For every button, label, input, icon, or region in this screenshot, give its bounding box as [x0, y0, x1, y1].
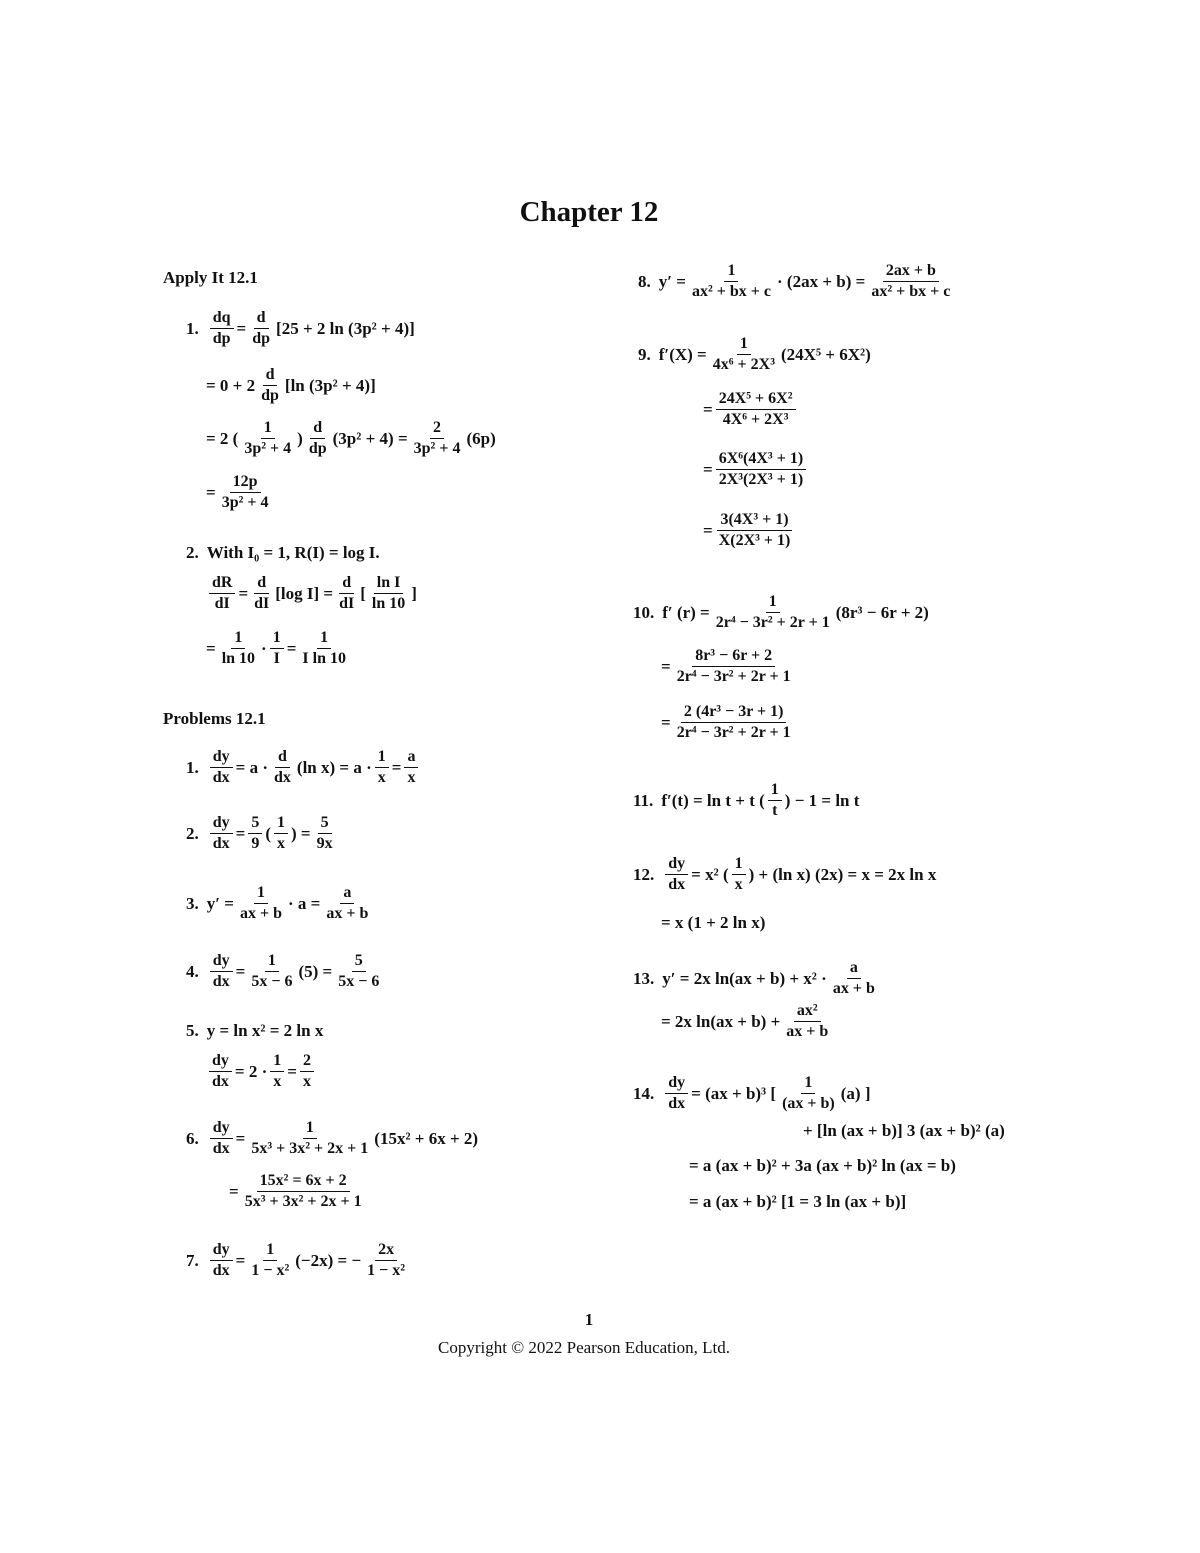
- numerator: 1: [254, 885, 268, 904]
- expression-text: =: [206, 639, 216, 658]
- fraction: [768, 782, 782, 819]
- expression-text: =: [235, 1251, 246, 1270]
- apply-2-line-3: [206, 630, 352, 667]
- expression-text: =: [703, 400, 713, 419]
- denominator: 5x − 6: [338, 973, 380, 990]
- denominator: x: [407, 769, 416, 786]
- fraction: [732, 856, 746, 893]
- expression-text: f′(t) = ln t + t (: [661, 791, 765, 810]
- item-number: 4.: [186, 962, 199, 981]
- denominator: dp: [261, 387, 279, 404]
- fraction: [336, 575, 357, 612]
- problem-9-line-3: [703, 451, 809, 488]
- fraction: [270, 630, 284, 667]
- fraction: [375, 749, 389, 786]
- denominator: (ax + b): [782, 1095, 835, 1112]
- fraction: [274, 815, 288, 852]
- denominator: 2r⁴ − 3r² + 2r + 1: [676, 668, 791, 685]
- numerator: 1: [263, 1242, 277, 1261]
- fraction: [689, 263, 774, 300]
- fraction: [248, 815, 262, 852]
- numerator: dR: [209, 575, 235, 594]
- denominator: ax + b: [786, 1023, 829, 1040]
- expression-text: (24X⁵ + 6X²): [781, 345, 871, 364]
- fraction: [248, 1242, 292, 1279]
- numerator: 24X⁵ + 6X²: [716, 391, 796, 410]
- expression-text: y = ln x² = 2 ln x: [206, 1021, 324, 1040]
- fraction: [271, 749, 294, 786]
- item-number: 6.: [186, 1129, 199, 1148]
- denominator: x: [302, 1073, 311, 1090]
- problem-8: [638, 263, 956, 300]
- numerator: d: [263, 367, 278, 386]
- numerator: 2: [430, 420, 444, 439]
- problem-10-line-2: [661, 648, 797, 685]
- denominator: ax + b: [326, 905, 369, 922]
- numerator: d: [339, 575, 354, 594]
- fraction: [300, 1053, 314, 1090]
- fraction: [364, 1242, 408, 1279]
- expression-text: = a (ax + b)² + 3a (ax + b)² ln (ax = b): [689, 1156, 956, 1175]
- numerator: ln I: [374, 575, 404, 594]
- expression-text: =: [206, 483, 216, 502]
- numerator: 15x² = 6x + 2: [257, 1173, 350, 1192]
- denominator: ln 10: [221, 650, 256, 667]
- expression-text: [ln (3p² + 4)]: [284, 376, 376, 395]
- expression-text: = x² (: [691, 865, 729, 884]
- item-number: 2.: [186, 543, 199, 562]
- denominator: 9: [251, 835, 260, 852]
- numerator: 1: [261, 420, 275, 439]
- expression-text: = 2 (: [206, 429, 239, 448]
- denominator: dx: [274, 769, 291, 786]
- numerator: dy: [210, 749, 233, 768]
- denominator: 5x − 6: [251, 973, 293, 990]
- numerator: dy: [209, 1053, 232, 1072]
- problem-10-line-1: [633, 594, 929, 631]
- fraction: [369, 575, 408, 612]
- problem-5-line-2: [206, 1053, 317, 1090]
- section-heading-problems: Problems 12.1: [163, 709, 266, 728]
- denominator: 4X⁶ + 2X³: [722, 411, 789, 428]
- fraction: [210, 1120, 233, 1157]
- fraction: [258, 367, 282, 404]
- problem-12-line-1: [633, 856, 936, 893]
- denominator: ax + b: [239, 905, 282, 922]
- denominator: ax² + bx + c: [691, 283, 771, 300]
- expression-text: [log I] =: [275, 584, 334, 603]
- fraction: [248, 953, 295, 990]
- fraction: [716, 391, 796, 428]
- problem-6-line-1: [186, 1120, 478, 1157]
- item-number: 2.: [186, 824, 199, 843]
- numerator: 6X⁶(4X³ + 1): [716, 451, 806, 470]
- item-number: 1.: [186, 758, 199, 777]
- numerator: 1: [317, 630, 331, 649]
- page-number: 1: [584, 1310, 594, 1329]
- denominator: X(2X³ + 1): [718, 532, 791, 549]
- numerator: 1: [270, 630, 284, 649]
- problem-13-line-1: [633, 960, 881, 997]
- fraction: [249, 310, 273, 347]
- expression-text: ) + (ln x) (2x) = x = 2x ln x: [748, 865, 937, 884]
- denominator: 9x: [316, 835, 333, 852]
- expression-text: (15x² + 6x + 2): [374, 1129, 479, 1148]
- item-number: 5.: [186, 1021, 199, 1040]
- denominator: dx: [212, 1140, 230, 1157]
- denominator: 4x⁶ + 2X³: [712, 356, 775, 373]
- denominator: 3p² + 4: [413, 440, 461, 457]
- fraction: [830, 960, 878, 997]
- denominator: x: [277, 835, 286, 852]
- fraction: [237, 885, 285, 922]
- numerator: 1: [732, 856, 746, 875]
- numerator: d: [275, 749, 290, 768]
- fraction: [314, 815, 336, 852]
- expression-text: · a =: [287, 894, 321, 913]
- numerator: 8r³ − 6r + 2: [692, 648, 775, 667]
- expression-text: f′(X) =: [658, 345, 707, 364]
- item-number: 3.: [186, 894, 199, 913]
- numerator: 1: [231, 630, 245, 649]
- denominator: dx: [212, 835, 230, 852]
- expression-text: ) − 1 = ln t: [784, 791, 860, 810]
- expression-text: =: [661, 713, 671, 732]
- fraction: [251, 575, 272, 612]
- copyright-notice: Copyright © 2022 Pearson Education, Ltd.: [438, 1338, 730, 1357]
- apply-1-line-2: [206, 367, 376, 404]
- numerator: 2ax + b: [883, 263, 939, 282]
- numerator: 1: [375, 749, 389, 768]
- numerator: 1: [737, 336, 751, 355]
- expression-text: (a) ]: [840, 1084, 871, 1103]
- page-title: Chapter 12: [519, 196, 659, 228]
- fraction: [674, 704, 794, 741]
- fraction: [219, 474, 272, 511]
- denominator: dI: [214, 595, 230, 612]
- numerator: a: [847, 960, 861, 979]
- fraction: [665, 1075, 688, 1112]
- fraction: [210, 749, 233, 786]
- expression-text: (8r³ − 6r + 2): [835, 603, 929, 622]
- section-heading-apply-it: Apply It 12.1: [163, 268, 258, 287]
- denominator: 2r⁴ − 3r² + 2r + 1: [676, 724, 791, 741]
- numerator: 1: [265, 953, 279, 972]
- fraction: [241, 420, 294, 457]
- denominator: dx: [212, 973, 230, 990]
- numerator: 1: [766, 594, 780, 613]
- problem-1: [186, 749, 421, 786]
- expression-text: =: [235, 1129, 246, 1148]
- numerator: dq: [210, 310, 234, 329]
- denominator: x: [734, 876, 743, 893]
- fraction: [323, 885, 371, 922]
- expression-text: =: [287, 1062, 297, 1081]
- fraction: [713, 594, 833, 631]
- fraction: [209, 575, 235, 612]
- denominator: dI: [254, 595, 270, 612]
- numerator: 1: [274, 815, 288, 834]
- fraction: [674, 648, 794, 685]
- expression-text: (3p² + 4) =: [332, 429, 408, 448]
- expression-text: = a (ax + b)² [1 = 3 ln (ax + b)]: [689, 1192, 907, 1211]
- numerator: 5: [318, 815, 332, 834]
- problem-7: [186, 1242, 411, 1279]
- apply-1-line-4: [206, 474, 275, 511]
- numerator: ax²: [794, 1003, 821, 1022]
- numerator: d: [310, 420, 325, 439]
- numerator: 1: [801, 1075, 815, 1094]
- apply-2-line-2: [206, 575, 417, 612]
- denominator: ax + b: [832, 980, 875, 997]
- expression-text: = a ·: [235, 758, 269, 777]
- apply-1-line-1: [186, 310, 415, 347]
- problem-6-line-2: [229, 1173, 368, 1210]
- expression-text: = 2 ·: [234, 1062, 268, 1081]
- problem-14-line-3: [689, 1157, 956, 1174]
- item-number: 7.: [186, 1251, 199, 1270]
- numerator: d: [254, 310, 269, 329]
- denominator: ln 10: [371, 595, 406, 612]
- denominator: 5x³ + 3x² + 2x + 1: [251, 1140, 369, 1157]
- expression-text: · (2ax + b) =: [777, 272, 866, 291]
- numerator: 5: [352, 953, 366, 972]
- fraction: [242, 1173, 365, 1210]
- denominator: 5x³ + 3x² + 2x + 1: [244, 1193, 362, 1210]
- expression-text: = x (1 + 2 ln x): [661, 913, 766, 932]
- problem-10-line-3: [661, 704, 797, 741]
- expression-text: f′ (r) =: [662, 603, 710, 622]
- numerator: 2 (4r³ − 3r + 1): [681, 704, 787, 723]
- numerator: 1: [270, 1053, 284, 1072]
- expression-text: =: [235, 824, 246, 843]
- problem-9-line-2: [703, 391, 799, 428]
- expression-text: ): [297, 429, 303, 448]
- expression-text: (−2x) = −: [295, 1251, 362, 1270]
- problem-14-line-4: [689, 1193, 906, 1210]
- expression-text: =: [238, 584, 249, 603]
- numerator: 3(4X³ + 1): [717, 512, 791, 531]
- fraction: [210, 1242, 233, 1279]
- denominator: I: [273, 650, 280, 667]
- expression-text: =: [235, 962, 246, 981]
- denominator: x: [377, 769, 386, 786]
- expression-text: (5) =: [298, 962, 333, 981]
- numerator: 5: [248, 815, 262, 834]
- denominator: dp: [212, 330, 231, 347]
- expression-text: ) =: [291, 824, 311, 843]
- fraction: [665, 856, 688, 893]
- item-number: 14.: [633, 1084, 655, 1103]
- problem-14-line-1: [633, 1075, 870, 1112]
- expression-text: = 0 + 2: [206, 376, 256, 395]
- item-number: 12.: [633, 865, 655, 884]
- fraction: [210, 310, 234, 347]
- denominator: dx: [212, 1073, 229, 1090]
- denominator: 2X³(2X³ + 1): [718, 471, 804, 488]
- expression-text: y′ =: [206, 894, 234, 913]
- fraction: [868, 263, 953, 300]
- expression-text: (6p): [466, 429, 496, 448]
- item-number: 1.: [186, 319, 199, 338]
- item-number: 8.: [638, 272, 651, 291]
- fraction: [209, 1053, 232, 1090]
- fraction: [716, 451, 806, 488]
- problem-11: [633, 782, 859, 819]
- problem-12-line-2: [661, 914, 765, 931]
- item-number: 11.: [633, 791, 654, 810]
- denominator: dp: [252, 330, 271, 347]
- problem-3: [186, 885, 374, 922]
- denominator: 3p² + 4: [221, 494, 269, 511]
- numerator: dy: [665, 1075, 688, 1094]
- expression-text: =: [286, 639, 297, 658]
- numerator: 2x: [375, 1242, 397, 1261]
- expression-text: ]: [411, 584, 417, 603]
- item-number: 10.: [633, 603, 655, 622]
- denominator: 1 − x²: [367, 1262, 406, 1279]
- expression-text: [25 + 2 ln (3p² + 4)]: [276, 319, 415, 338]
- numerator: dy: [210, 1120, 233, 1139]
- denominator: 2r⁴ − 3r² + 2r + 1: [715, 614, 830, 631]
- fraction: [411, 420, 464, 457]
- expression-text: =: [703, 460, 713, 479]
- expression-text: =: [391, 758, 402, 777]
- expression-text: + [ln (ax + b)] 3 (ax + b)² (a): [803, 1121, 1005, 1140]
- problem-2: [186, 815, 339, 852]
- problem-13-line-2: [661, 1003, 834, 1040]
- denominator: dI: [339, 595, 355, 612]
- numerator: a: [340, 885, 354, 904]
- denominator: dx: [212, 769, 230, 786]
- numerator: dy: [210, 953, 233, 972]
- problem-4: [186, 953, 385, 990]
- problem-9-line-4: [703, 512, 796, 549]
- item-number: 13.: [633, 969, 655, 988]
- denominator: dx: [212, 1262, 230, 1279]
- fraction: [779, 1075, 838, 1112]
- apply-2-line-1: [186, 544, 380, 561]
- numerator: a: [404, 749, 418, 768]
- denominator: x: [273, 1073, 282, 1090]
- problem-9-line-1: [638, 336, 871, 373]
- denominator: 1 − x²: [251, 1262, 290, 1279]
- item-number: 9.: [638, 345, 651, 364]
- numerator: 2: [300, 1053, 314, 1072]
- denominator: dx: [668, 1095, 686, 1112]
- denominator: dp: [308, 440, 327, 457]
- expression-text: y′ =: [658, 272, 686, 291]
- denominator: t: [772, 802, 778, 819]
- fraction: [306, 420, 330, 457]
- fraction: [335, 953, 382, 990]
- numerator: dy: [210, 1242, 233, 1261]
- expression-text: =: [236, 319, 247, 338]
- expression-text: ·: [261, 639, 267, 658]
- problem-5-line-1: [186, 1022, 323, 1039]
- expression-text: [: [360, 584, 366, 603]
- problem-14-line-2: [803, 1122, 1005, 1139]
- numerator: 1: [724, 263, 738, 282]
- expression-text: =: [661, 657, 671, 676]
- fraction: [210, 953, 233, 990]
- expression-text: = 2x ln(ax + b) +: [661, 1012, 781, 1031]
- expression-text: (: [265, 824, 272, 843]
- numerator: d: [254, 575, 269, 594]
- apply-1-line-3: [206, 420, 496, 457]
- fraction: [219, 630, 258, 667]
- denominator: ax² + bx + c: [871, 283, 951, 300]
- denominator: dx: [668, 876, 686, 893]
- fraction: [716, 512, 794, 549]
- fraction: [710, 336, 778, 373]
- fraction: [783, 1003, 831, 1040]
- denominator: I ln 10: [302, 650, 346, 667]
- numerator: dy: [665, 856, 688, 875]
- fraction: [248, 1120, 371, 1157]
- expression-text: =: [703, 521, 713, 540]
- numerator: 1: [768, 782, 782, 801]
- numerator: 1: [303, 1120, 317, 1139]
- expression-text: (ln x) = a ·: [296, 758, 372, 777]
- fraction: [270, 1053, 284, 1090]
- numerator: dy: [210, 815, 233, 834]
- expression-text: With I₀ = 1, R(I) = log I.: [206, 543, 380, 562]
- denominator: 3p² + 4: [244, 440, 292, 457]
- expression-text: = (ax + b)³ [: [691, 1084, 777, 1103]
- fraction: [404, 749, 418, 786]
- fraction: [299, 630, 349, 667]
- expression-text: y′ = 2x ln(ax + b) + x² ·: [662, 969, 827, 988]
- numerator: 12p: [230, 474, 261, 493]
- expression-text: =: [229, 1182, 239, 1201]
- fraction: [210, 815, 233, 852]
